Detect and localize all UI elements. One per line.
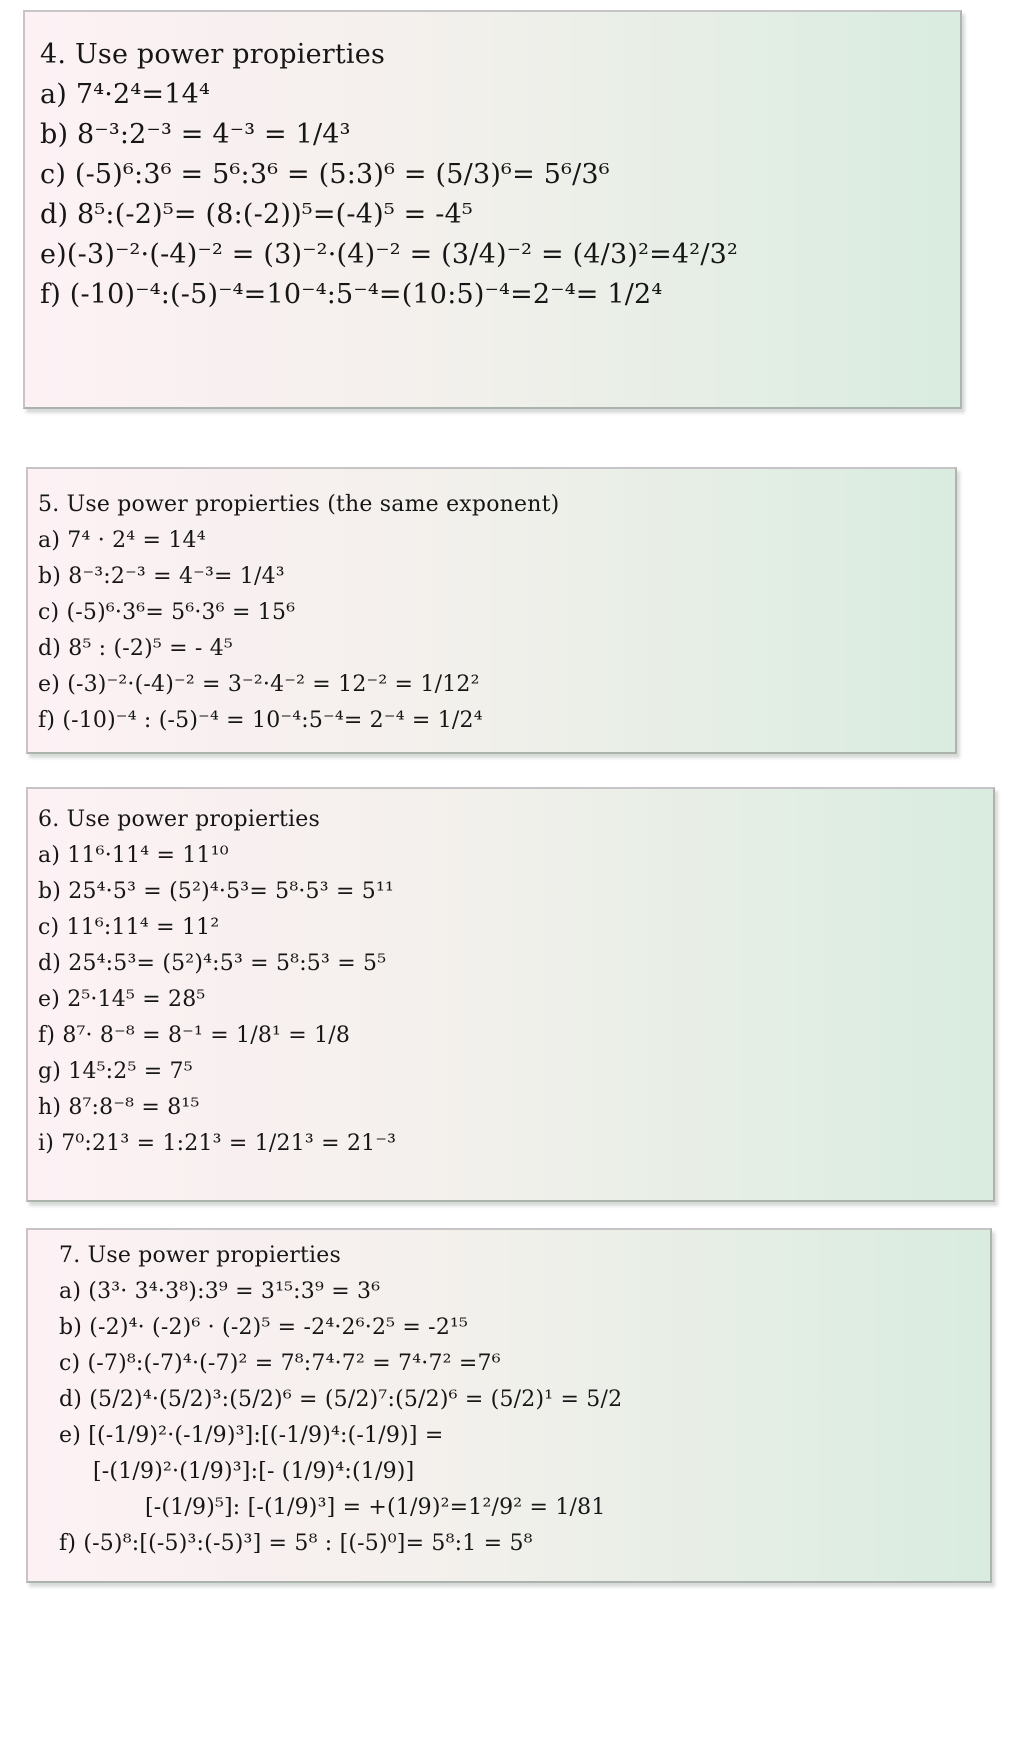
exercise-7-line-a: a) (3³· 3⁴·3⁸):3⁹ = 3¹⁵:3⁹ = 3⁶ (59, 1279, 381, 1304)
exercise-6-line-f: f) 8⁷· 8⁻⁸ = 8⁻¹ = 1/8¹ = 1/8 (38, 1023, 351, 1048)
exercise-6-line-i: i) 7⁰:21³ = 1:21³ = 1/21³ = 21⁻³ (38, 1131, 397, 1156)
exercise-6-line-a: a) 11⁶·11⁴ = 11¹⁰ (38, 843, 229, 868)
exercise-5-title: 5. Use power propierties (the same exponent) (38, 492, 560, 517)
exercise-4-title: 4. Use power propierties (40, 39, 386, 70)
exercise-5-line-d: d) 8⁵ : (-2)⁵ = - 4⁵ (38, 636, 233, 661)
exercise-5-line-b: b) 8⁻³:2⁻³ = 4⁻³= 1/4³ (38, 564, 285, 589)
exercise-6-line-e: e) 2⁵·14⁵ = 28⁵ (38, 987, 206, 1012)
exercise-4-line-a: a) 7⁴·2⁴=14⁴ (40, 79, 211, 110)
exercise-4-line-b: b) 8⁻³:2⁻³ = 4⁻³ = 1/4³ (40, 119, 351, 150)
exercise-7-line-b: b) (-2)⁴· (-2)⁶ · (-2)⁵ = -2⁴·2⁶·2⁵ = -2¹⁵ (59, 1315, 469, 1340)
exercise-7-line-e-step3: [-(1/9)⁵]: [-(1/9)³] = +(1/9)²=1²/9² = 1/81 (145, 1495, 606, 1520)
exercise-6-line-d: d) 25⁴:5³= (5²)⁴:5³ = 5⁸:5³ = 5⁵ (38, 951, 387, 976)
exercise-7-line-c: c) (-7)⁸:(-7)⁴·(-7)² = 7⁸:7⁴·7² = 7⁴·7² =7⁶ (59, 1351, 501, 1376)
exercise-4-line-e: e)(-3)⁻²·(-4)⁻² = (3)⁻²·(4)⁻² = (3/4)⁻² = (4/3)²=4²/3² (40, 239, 739, 270)
exercise-7-title: 7. Use power propierties (59, 1243, 342, 1268)
exercise-4-panel (23, 10, 962, 409)
exercise-5-line-a: a) 7⁴ · 2⁴ = 14⁴ (38, 528, 206, 553)
exercise-6-line-b: b) 25⁴·5³ = (5²)⁴·5³= 5⁸·5³ = 5¹¹ (38, 879, 395, 904)
exercise-4-line-c: c) (-5)⁶:3⁶ = 5⁶:3⁶ = (5:3)⁶ = (5/3)⁶= 5⁶/3⁶ (40, 159, 610, 190)
exercise-5-line-f: f) (-10)⁻⁴ : (-5)⁻⁴ = 10⁻⁴:5⁻⁴= 2⁻⁴ = 1/2⁴ (38, 708, 483, 733)
exercise-4-line-d: d) 8⁵:(-2)⁵= (8:(-2))⁵=(-4)⁵ = -4⁵ (40, 199, 473, 230)
exercise-5-panel (26, 467, 957, 754)
exercise-6-panel (26, 787, 995, 1202)
exercise-7-line-e: e) [(-1/9)²·(-1/9)³]:[(-1/9)⁴:(-1/9)] = (59, 1423, 444, 1448)
exercise-5-line-e: e) (-3)⁻²·(-4)⁻² = 3⁻²·4⁻² = 12⁻² = 1/12² (38, 672, 480, 697)
exercise-4-line-f: f) (-10)⁻⁴:(-5)⁻⁴=10⁻⁴:5⁻⁴=(10:5)⁻⁴=2⁻⁴= 1/2⁴ (40, 279, 663, 310)
exercise-7-line-f: f) (-5)⁸:[(-5)³:(-5)³] = 5⁸ : [(-5)⁰]= 5⁸:1 = 5⁸ (59, 1531, 533, 1556)
exercise-6-line-c: c) 11⁶:11⁴ = 11² (38, 915, 220, 940)
exercise-7-line-e-step2: [-(1/9)²·(1/9)³]:[- (1/9)⁴:(1/9)] (93, 1459, 415, 1484)
exercise-7-panel (26, 1228, 992, 1583)
exercise-7-line-d: d) (5/2)⁴·(5/2)³:(5/2)⁶ = (5/2)⁷:(5/2)⁶ = (5/2)¹ = 5/2 (59, 1387, 623, 1412)
exercise-6-title: 6. Use power propierties (38, 807, 321, 832)
exercise-6-line-h: h) 8⁷:8⁻⁸ = 8¹⁵ (38, 1095, 200, 1120)
exercise-6-line-g: g) 14⁵:2⁵ = 7⁵ (38, 1059, 193, 1084)
exercise-5-line-c: c) (-5)⁶·3⁶= 5⁶·3⁶ = 15⁶ (38, 600, 296, 625)
